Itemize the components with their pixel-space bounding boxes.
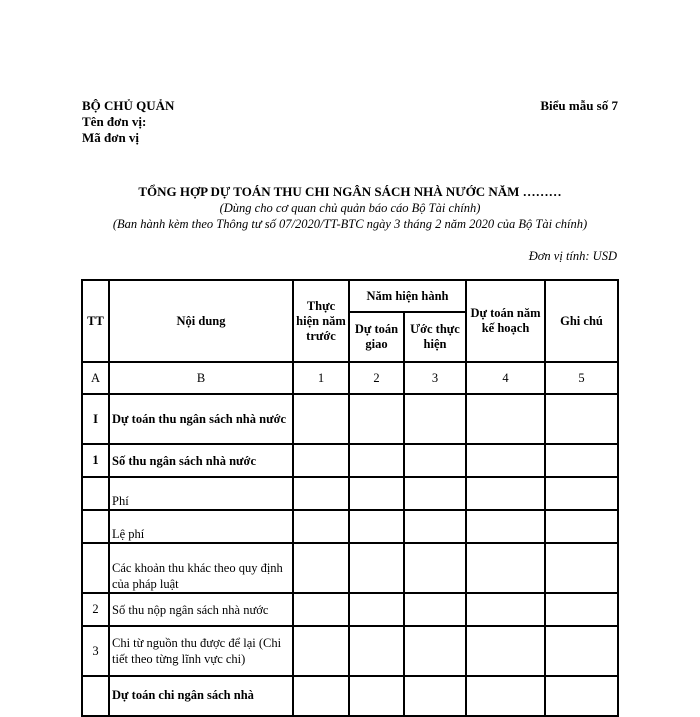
cell (466, 510, 545, 543)
cell (466, 676, 545, 716)
cell (404, 593, 466, 626)
cell (466, 543, 545, 593)
budget-table (81, 279, 619, 717)
row-tt (82, 543, 109, 593)
cell (545, 394, 618, 444)
cell (466, 593, 545, 626)
cell (404, 477, 466, 510)
cell (293, 626, 349, 676)
header-current-year: Năm hiện hành (349, 280, 466, 312)
cell (545, 593, 618, 626)
table-row (82, 543, 618, 593)
form-number: Biểu mẫu số 7 (540, 98, 618, 113)
header-note: Ghi chú (545, 280, 618, 362)
cell (293, 510, 349, 543)
table-row (82, 676, 618, 716)
index-row (82, 362, 618, 394)
cell (466, 444, 545, 477)
cell (545, 626, 618, 676)
currency-unit: Đơn vị tính: USD (528, 249, 617, 263)
cell (293, 394, 349, 444)
row-content: Số thu nộp ngân sách nhà nước (109, 593, 293, 626)
cell (404, 626, 466, 676)
cell (349, 394, 404, 444)
cell (293, 444, 349, 477)
row-content: Các khoản thu khác theo quy định của pháp luật (109, 543, 293, 593)
ministry-label: BỘ CHỦ QUẢN (82, 98, 175, 113)
row-content: Số thu ngân sách nhà nước (109, 444, 293, 477)
cell (545, 477, 618, 510)
header-tt: TT (82, 280, 109, 362)
row-tt (82, 477, 109, 510)
cell (349, 543, 404, 593)
cell (466, 477, 545, 510)
cell (349, 676, 404, 716)
header-content: Nội dung (109, 280, 293, 362)
cell (545, 543, 618, 593)
index-cell: 4 (466, 362, 545, 394)
cell (404, 543, 466, 593)
cell (404, 444, 466, 477)
cell (349, 510, 404, 543)
header-plan-year: Dự toán năm kế hoạch (466, 280, 545, 362)
header-assigned: Dự toán giao (349, 312, 404, 362)
cell (349, 444, 404, 477)
cell (349, 626, 404, 676)
cell (293, 676, 349, 716)
cell (545, 676, 618, 716)
document-legal-basis: (Ban hành kèm theo Thông tư số 07/2020/TT-BTC ngày 3 tháng 2 năm 2020 của Bộ Tài chính) (112, 217, 588, 231)
row-tt: I (82, 394, 109, 444)
row-content: Chi từ nguồn thu được để lại (Chi tiết theo từng lĩnh vực chi) (109, 626, 293, 676)
table-row (82, 593, 618, 626)
table-row (82, 510, 618, 543)
row-content: Dự toán chi ngân sách nhà (109, 676, 293, 716)
index-cell: 2 (349, 362, 404, 394)
row-content: Lệ phí (109, 510, 293, 543)
table-row (82, 477, 618, 510)
table-row (82, 394, 618, 444)
cell (293, 477, 349, 510)
index-cell: A (82, 362, 109, 394)
index-cell: B (109, 362, 293, 394)
cell (404, 676, 466, 716)
cell (545, 444, 618, 477)
index-cell: 1 (293, 362, 349, 394)
row-tt: 3 (82, 626, 109, 676)
cell (293, 543, 349, 593)
cell (466, 394, 545, 444)
table-row (82, 626, 618, 676)
row-content: Dự toán thu ngân sách nhà nước (109, 394, 293, 444)
index-cell: 5 (545, 362, 618, 394)
cell (293, 593, 349, 626)
cell (349, 477, 404, 510)
unit-name-label: Tên đơn vị: (82, 114, 147, 129)
row-content: Phí (109, 477, 293, 510)
row-tt: 1 (82, 444, 109, 477)
row-tt (82, 676, 109, 716)
table-row (82, 444, 618, 477)
cell (349, 593, 404, 626)
row-tt (82, 510, 109, 543)
unit-code-label: Mã đơn vị (82, 130, 140, 145)
row-tt: 2 (82, 593, 109, 626)
header-estimated: Ước thực hiện (404, 312, 466, 362)
index-cell: 3 (404, 362, 466, 394)
cell (404, 394, 466, 444)
cell (404, 510, 466, 543)
header-prev-year: Thực hiện năm trước (293, 280, 349, 362)
cell (466, 626, 545, 676)
cell (545, 510, 618, 543)
document-subtitle: (Dùng cho cơ quan chủ quản báo cáo Bộ Tài chính) (219, 201, 481, 215)
document-title: TỔNG HỢP DỰ TOÁN THU CHI NGÂN SÁCH NHÀ NƯỚC NĂM ……… (138, 184, 562, 199)
